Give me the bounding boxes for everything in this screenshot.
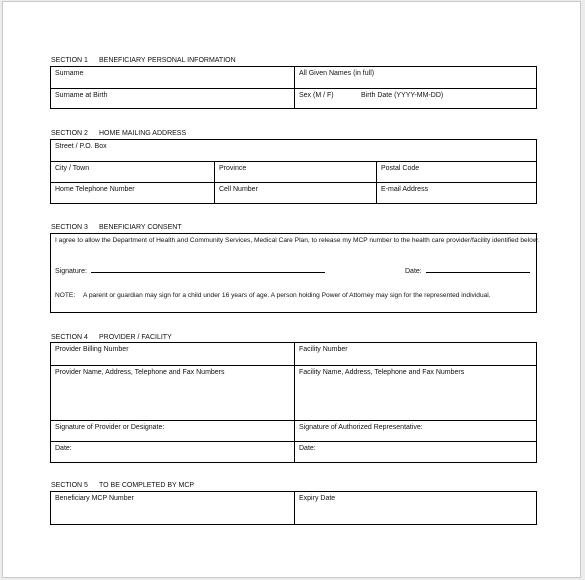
section-1-title: BENEFICIARY PERSONAL INFORMATION bbox=[99, 57, 236, 64]
surname-label: Surname bbox=[55, 70, 84, 77]
street-field[interactable] bbox=[51, 140, 536, 161]
section-2-number: SECTION 2 bbox=[51, 130, 88, 137]
province-field[interactable] bbox=[214, 162, 376, 182]
facility-number-label: Facility Number bbox=[299, 346, 348, 353]
section-2-heading bbox=[51, 130, 186, 137]
consent-date-line bbox=[405, 265, 530, 275]
section-4-number: SECTION 4 bbox=[51, 334, 88, 341]
section-3-title: BENEFICIARY CONSENT bbox=[99, 224, 182, 231]
section-2-title: HOME MAILING ADDRESS bbox=[99, 130, 187, 137]
cell-number-label: Cell Number bbox=[219, 186, 258, 193]
birth-date-field[interactable] bbox=[357, 89, 536, 108]
section-1-heading bbox=[51, 57, 236, 64]
signature-line bbox=[55, 265, 325, 275]
section-5-table bbox=[50, 491, 537, 525]
provider-signature-label: Signature of Provider or Designate: bbox=[55, 424, 165, 431]
note-text: A parent or guardian may sign for a child under 16 years of age. A person holding Power of Attorney may sign for the represented individual. bbox=[83, 292, 491, 299]
section-3-heading bbox=[51, 224, 182, 231]
section-4-table bbox=[50, 342, 537, 463]
facility-contact-label: Facility Name, Address, Telephone and Fax Numbers bbox=[299, 369, 465, 376]
surname-at-birth-field[interactable] bbox=[51, 89, 294, 108]
provider-billing-label: Provider Billing Number bbox=[55, 346, 129, 353]
mcp-number-field[interactable] bbox=[51, 492, 294, 524]
surname-at-birth-label: Surname at Birth bbox=[55, 92, 108, 99]
facility-signature-field[interactable] bbox=[294, 421, 536, 441]
section-1-number: SECTION 1 bbox=[51, 57, 88, 64]
provider-contact-field[interactable] bbox=[51, 366, 294, 420]
cell-number-field[interactable] bbox=[214, 183, 376, 203]
signature-label: Signature: bbox=[55, 268, 87, 275]
consent-note bbox=[55, 292, 491, 299]
section-3-number: SECTION 3 bbox=[51, 224, 88, 231]
facility-date-label: Date: bbox=[299, 445, 316, 452]
city-field[interactable] bbox=[51, 162, 214, 182]
section-3-table bbox=[50, 233, 540, 313]
facility-signature-label: Signature of Authorized Representative: bbox=[299, 424, 423, 431]
postal-code-field[interactable] bbox=[376, 162, 536, 182]
city-label: City / Town bbox=[55, 165, 90, 172]
facility-date-field[interactable] bbox=[294, 442, 536, 462]
mcp-number-label: Beneficiary MCP Number bbox=[55, 495, 134, 502]
section-5-heading bbox=[51, 482, 194, 489]
home-phone-field[interactable] bbox=[51, 183, 214, 203]
facility-number-field[interactable] bbox=[294, 343, 536, 365]
provider-billing-field[interactable] bbox=[51, 343, 294, 365]
surname-field[interactable] bbox=[51, 67, 294, 88]
expiry-date-label: Expiry Date bbox=[299, 495, 336, 502]
section-4-heading bbox=[51, 334, 172, 341]
provider-date-label: Date: bbox=[55, 445, 72, 452]
note-label: NOTE: bbox=[55, 292, 76, 299]
provider-contact-label: Provider Name, Address, Telephone and Fax Numbers bbox=[55, 369, 225, 376]
section-2-table bbox=[50, 139, 537, 204]
signature-input[interactable] bbox=[91, 265, 325, 273]
facility-contact-field[interactable] bbox=[294, 366, 536, 420]
section-1-table bbox=[50, 66, 537, 109]
section-5-number: SECTION 5 bbox=[51, 482, 88, 489]
email-label: E-mail Address bbox=[381, 186, 429, 193]
consent-statement: I agree to allow the Department of Health and Community Services, Medical Care Plan, to release my MCP number to the health care provider/facility identified below. bbox=[55, 237, 540, 244]
consent-date-label: Date: bbox=[405, 268, 422, 275]
home-phone-label: Home Telephone Number bbox=[55, 186, 135, 193]
consent-date-input[interactable] bbox=[426, 265, 530, 273]
street-label: Street / P.O. Box bbox=[55, 143, 107, 150]
sex-label: Sex (M / F) bbox=[299, 92, 334, 99]
expiry-date-field[interactable] bbox=[294, 492, 536, 524]
province-label: Province bbox=[219, 165, 247, 172]
sex-field[interactable] bbox=[294, 89, 357, 108]
provider-date-field[interactable] bbox=[51, 442, 294, 462]
postal-code-label: Postal Code bbox=[381, 165, 420, 172]
given-names-field[interactable] bbox=[294, 67, 536, 88]
section-5-title: TO BE COMPLETED BY MCP bbox=[99, 482, 195, 489]
birth-date-label: Birth Date (YYYY-MM-DD) bbox=[361, 92, 444, 99]
section-4-title: PROVIDER / FACILITY bbox=[99, 334, 172, 341]
provider-signature-field[interactable] bbox=[51, 421, 294, 441]
given-names-label: All Given Names (in full) bbox=[299, 70, 375, 77]
email-field[interactable] bbox=[376, 183, 536, 203]
